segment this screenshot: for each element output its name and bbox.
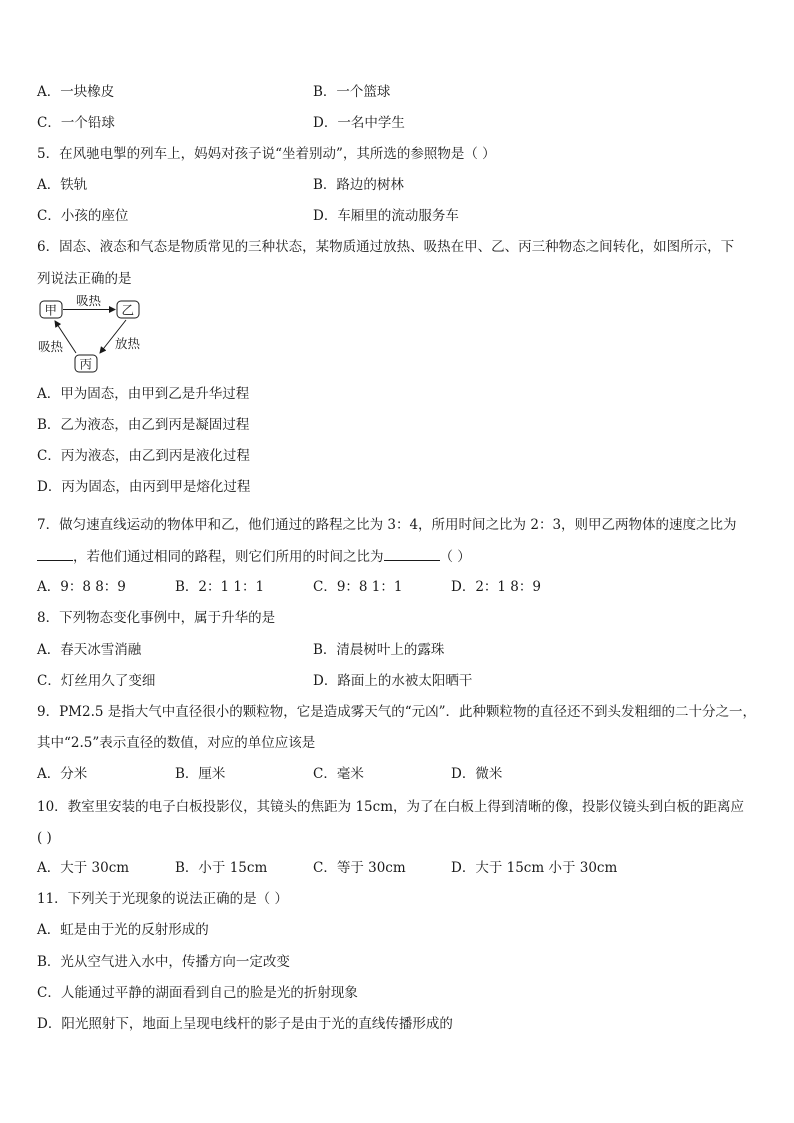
q4-option-d: D．一名中学生 bbox=[313, 115, 405, 131]
q5-option-a: A．铁轨 bbox=[37, 177, 88, 193]
q4-option-b: B．一个篮球 bbox=[313, 84, 391, 100]
q5-stem: 5．在风驰电掣的列车上，妈妈对孩子说“坐着别动”，其所选的参照物是（ ） bbox=[37, 146, 496, 162]
q7-option-a: A．9：8 8：9 bbox=[37, 579, 126, 595]
node-c-label: 丙 bbox=[79, 356, 93, 372]
state-change-diagram bbox=[35, 295, 155, 375]
q6-stem-line2: 列说法正确的是 bbox=[37, 271, 132, 287]
q8-option-a: A．春天冰雪消融 bbox=[37, 642, 142, 658]
q9-stem-line1: 9．PM2.5 是指大气中直径很小的颗粒物，它是造成雾天气的“元凶”．此种颗粒物的直径还不到头发粗细的二十分之一， bbox=[37, 704, 757, 720]
q6-stem-line1: 6．固态、液态和气态是物质常见的三种状态，某物质通过放热、吸热在甲、乙、丙三种物态之间转化，如图所示，下 bbox=[37, 239, 735, 255]
q10-option-c: C．等于 30cm bbox=[313, 860, 406, 876]
q7-blank-2[interactable] bbox=[384, 547, 440, 561]
q6-option-c: C．丙为液态，由乙到丙是液化过程 bbox=[37, 448, 250, 464]
edge-b-c-label: 放热 bbox=[115, 336, 141, 351]
q10-option-a: A．大于 30cm bbox=[37, 860, 130, 876]
q9-stem-line2: 其中“2.5”表示直径的数值，对应的单位应该是 bbox=[37, 735, 316, 751]
state-change-diagram-svg bbox=[35, 295, 155, 375]
q11-option-a: A．虹是由于光的反射形成的 bbox=[37, 922, 209, 938]
q7-stem-line2-end: （ ） bbox=[439, 549, 471, 565]
q8-option-b: B．清晨树叶上的露珠 bbox=[313, 642, 445, 658]
q8-stem: 8．下列物态变化事例中，属于升华的是 bbox=[37, 610, 276, 626]
q11-option-c: C．人能通过平静的湖面看到自己的脸是光的折射现象 bbox=[37, 985, 358, 1001]
node-b-label: 乙 bbox=[121, 302, 135, 318]
q6-option-a: A．甲为固态，由甲到乙是升华过程 bbox=[37, 386, 250, 402]
q7-option-d: D．2：1 8：9 bbox=[451, 579, 541, 595]
q7-option-b: B．2：1 1：1 bbox=[175, 579, 265, 595]
q10-option-d: D．大于 15cm 小于 30cm bbox=[451, 860, 618, 876]
q4-option-a: A．一块橡皮 bbox=[37, 84, 115, 100]
edge-a-b-label: 吸热 bbox=[76, 295, 102, 308]
q9-option-b: B．厘米 bbox=[175, 766, 226, 782]
q6-option-d: D．丙为固态，由丙到甲是熔化过程 bbox=[37, 479, 251, 495]
q10-stem-line1: 10．教室里安装的电子白板投影仪，其镜头的焦距为 15cm，为了在白板上得到清晰的像，投影仪镜头到白板的距离应 bbox=[37, 799, 745, 815]
q9-option-d: D．微米 bbox=[451, 766, 503, 782]
q11-option-d: D．阳光照射下，地面上呈现电线杆的影子是由于光的直线传播形成的 bbox=[37, 1016, 453, 1032]
q11-option-b: B．光从空气进入水中，传播方向一定改变 bbox=[37, 954, 290, 970]
q7-stem-line1: 7．做匀速直线运动的物体甲和乙，他们通过的路程之比为 3：4，所用时间之比为 2：3，则甲乙两物体的速度之比为 bbox=[37, 517, 737, 533]
q7-stem-line2-mid: ，若他们通过相同的路程，则它们所用的时间之比为 bbox=[73, 549, 384, 565]
q5-option-d: D．车厢里的流动服务车 bbox=[313, 208, 459, 224]
q4-option-c: C．一个铅球 bbox=[37, 115, 115, 131]
q7-option-c: C．9：8 1：1 bbox=[313, 579, 403, 595]
edge-c-a-label: 吸热 bbox=[38, 339, 64, 354]
q7-blank-1[interactable] bbox=[37, 547, 73, 561]
q7-stem-line2 bbox=[37, 547, 471, 566]
q5-option-c: C．小孩的座位 bbox=[37, 208, 129, 224]
q9-option-c: C．毫米 bbox=[313, 766, 364, 782]
q5-option-b: B．路边的树林 bbox=[313, 177, 404, 193]
q11-stem: 11．下列关于光现象的说法正确的是（ ） bbox=[37, 891, 288, 907]
q8-option-d: D．路面上的水被太阳晒干 bbox=[313, 673, 473, 689]
q10-option-b: B．小于 15cm bbox=[175, 860, 268, 876]
q8-option-c: C．灯丝用久了变细 bbox=[37, 673, 156, 689]
q9-option-a: A．分米 bbox=[37, 766, 88, 782]
node-a-label: 甲 bbox=[44, 302, 58, 318]
q6-option-b: B．乙为液态，由乙到丙是凝固过程 bbox=[37, 417, 250, 433]
q10-stem-line2: ( ) bbox=[37, 830, 52, 846]
